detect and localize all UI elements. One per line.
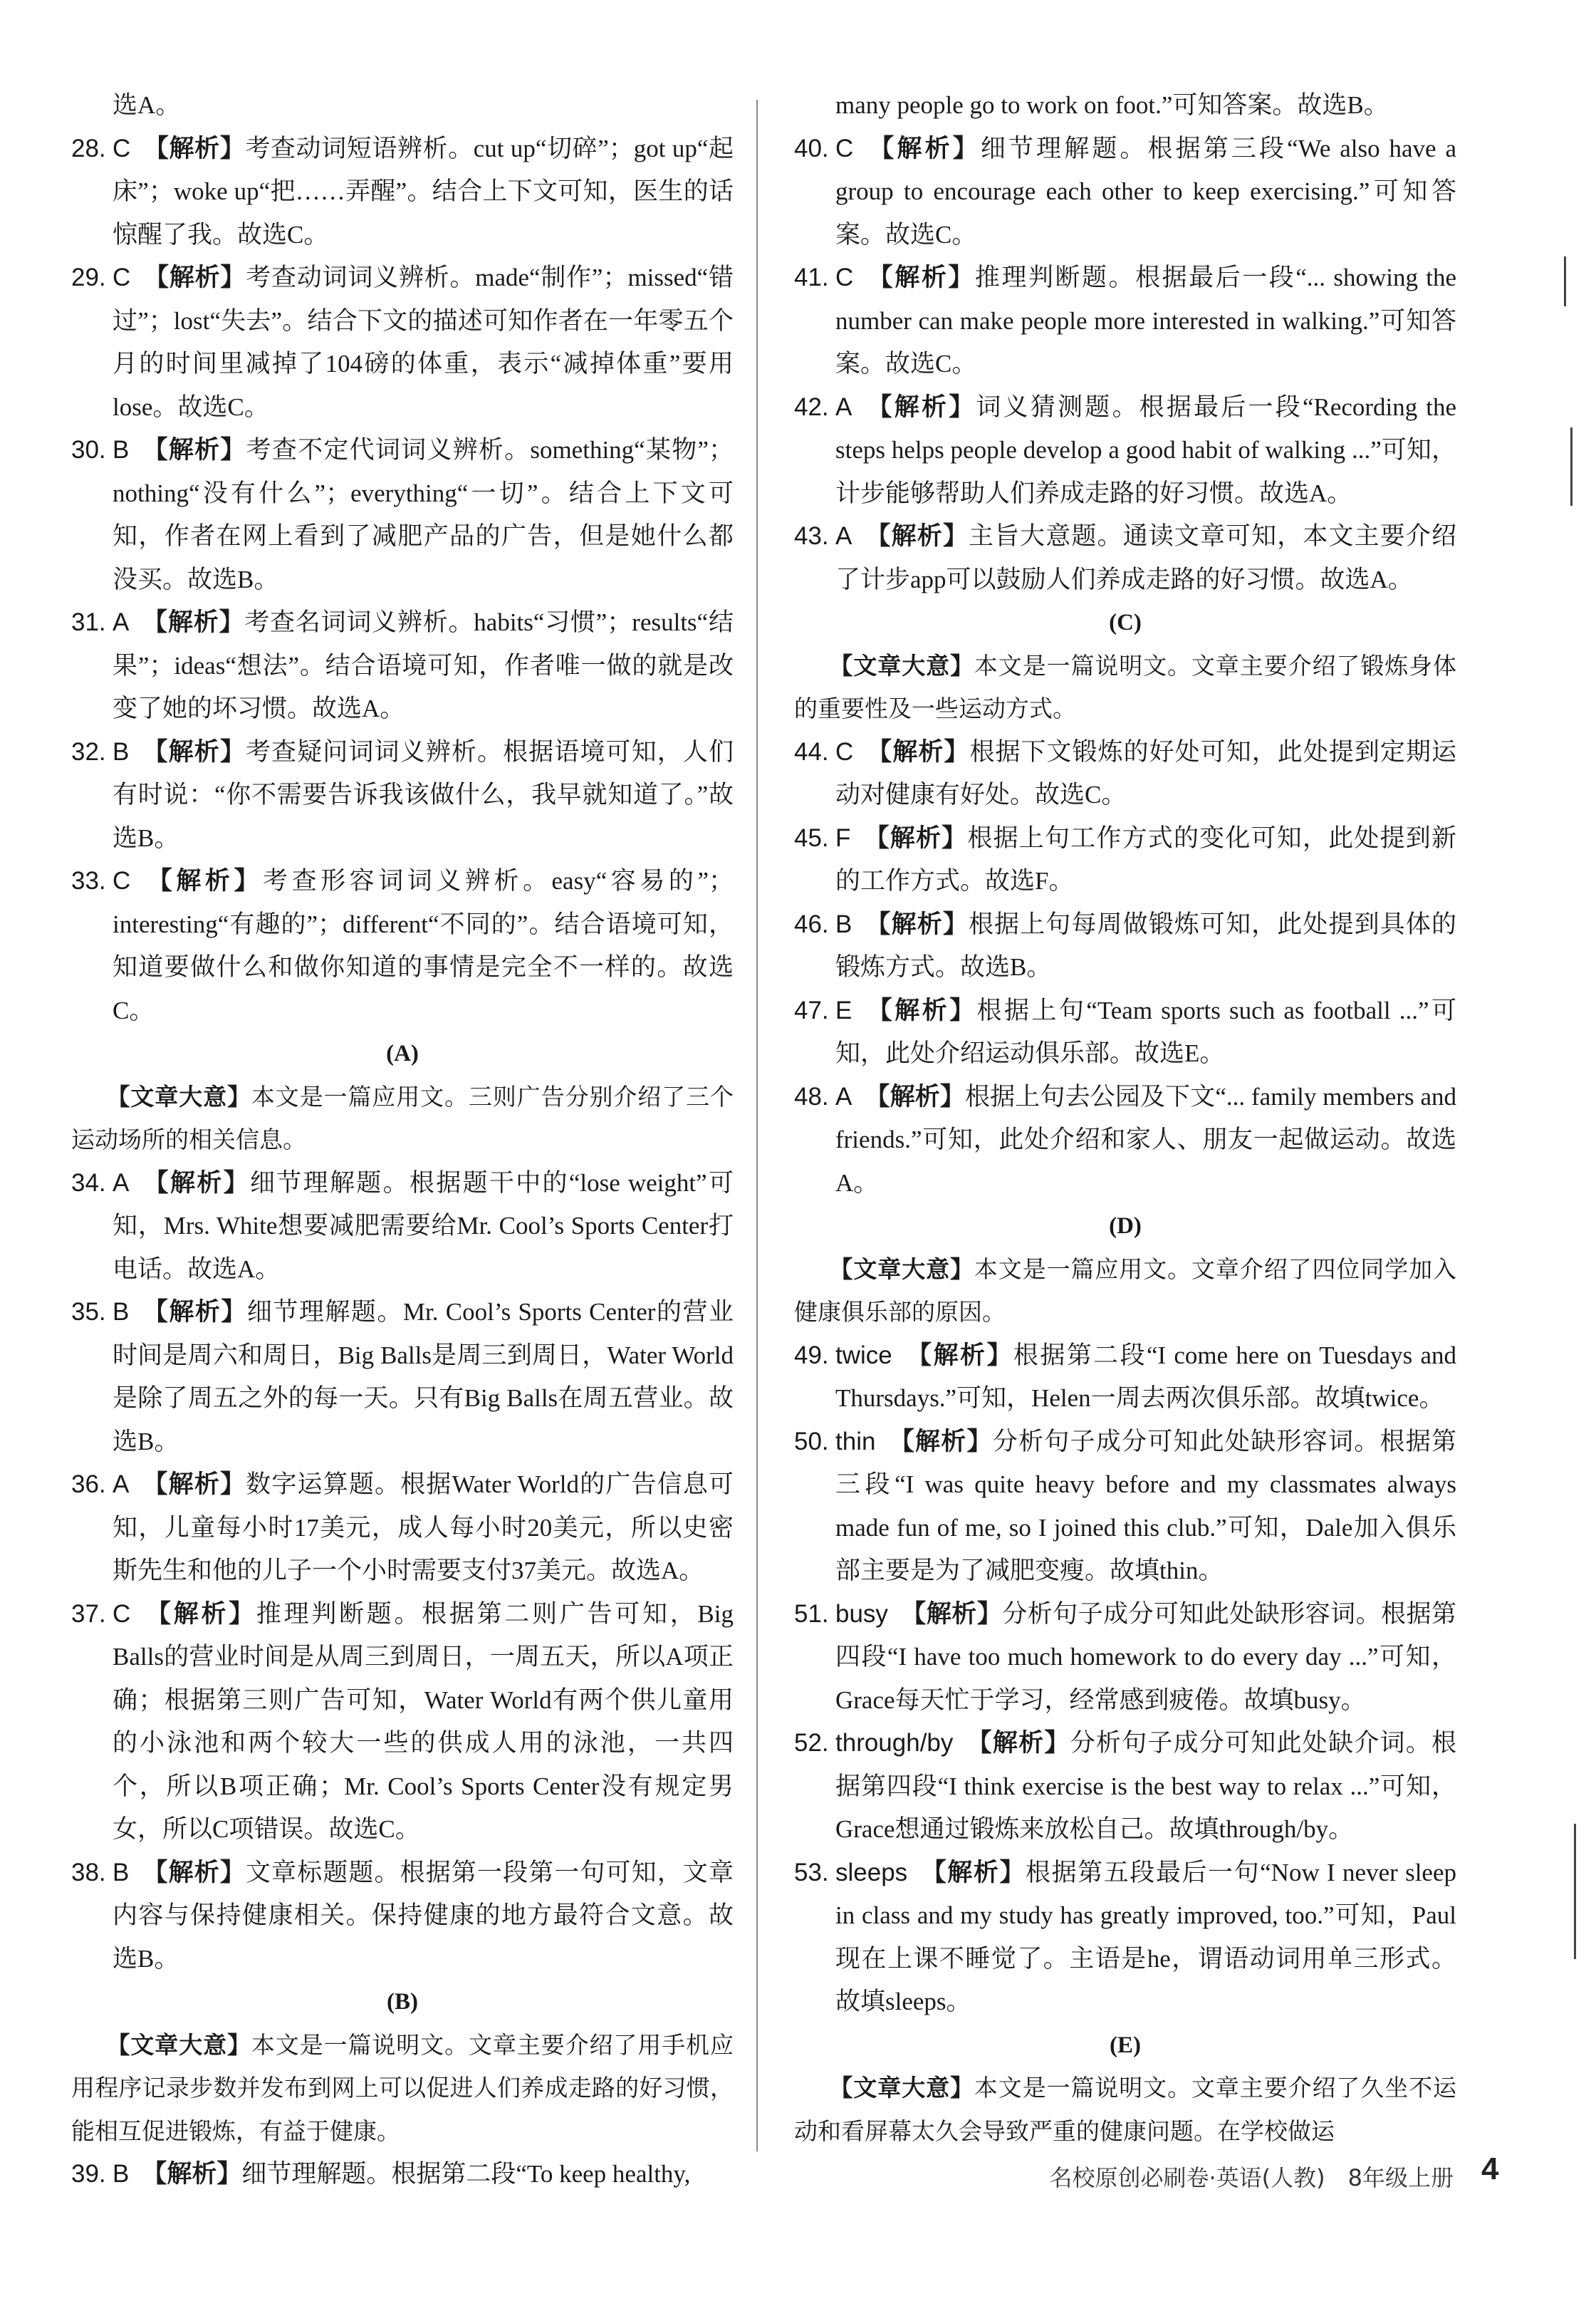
answer-choice: B <box>113 1298 130 1326</box>
analysis-tag: 【解析】 <box>904 1341 1013 1370</box>
question-number: 46. <box>794 910 829 938</box>
answer-item <box>794 1593 1456 1723</box>
question-number: 42. <box>794 393 829 421</box>
answer-item <box>71 429 734 601</box>
answer-item <box>794 386 1456 516</box>
answer-choice: C <box>113 867 131 895</box>
answer-item <box>794 1076 1456 1205</box>
answer-choice: thin <box>835 1427 876 1455</box>
analysis-text: 根据上句每周做锻炼可知，此处提到具体的锻炼方式。故选B。 <box>835 910 1456 981</box>
analysis-tag: 【解析】 <box>900 1599 1003 1629</box>
analysis-tag: 【解析】 <box>863 824 968 853</box>
analysis-tag: 【解析】 <box>142 436 246 464</box>
section-heading: (A) <box>386 1041 419 1066</box>
analysis-text: 根据第二段“I come here on Tuesdays and Thursdays.”可知，Helen一周去两次俱乐部。故填twice。 <box>835 1341 1456 1412</box>
analysis-tag: 【解析】 <box>865 393 976 422</box>
analysis-text: 根据第五段最后一句“Now I never sleep in class and my study has greatly improved, too.”可知，Paul现在上课不睡觉了。主语是he，谓语动词用单三形式。故填sleeps。 <box>835 1858 1456 2015</box>
answer-item <box>71 860 734 1032</box>
answer-item <box>794 515 1456 601</box>
answer-item <box>794 903 1456 990</box>
analysis-tag: 【解析】 <box>920 1858 1026 1887</box>
summary-tag: 【文章大意】 <box>829 651 974 680</box>
page-number: 4 <box>1481 2151 1499 2186</box>
answer-item <box>71 731 734 861</box>
article-summary <box>71 1076 734 1162</box>
summary-tag: 【文章大意】 <box>829 2074 974 2102</box>
question-number: 51. <box>794 1599 829 1628</box>
answer-item <box>71 1852 734 1981</box>
question-number: 36. <box>71 1470 106 1498</box>
answer-choice: A <box>835 1082 852 1111</box>
answer-item <box>71 1463 734 1593</box>
right-column <box>794 84 1456 2153</box>
section-heading: (E) <box>1110 2032 1141 2058</box>
analysis-tag: 【解析】 <box>142 1168 250 1198</box>
analysis-text: 推理判断题。根据第二则广告可知，Big Balls的营业时间是从周三到周日，一周五天，所以A项正确；根据第三则广告可知，Water World有两个供儿童用的小泳池和两个较大一些的供成人用的泳池，一共四个，所以B项正确；Mr. Cool’s Sports Center没有规定男女，所以C项错误。故选C。 <box>113 1599 734 1843</box>
answer-choice: through/by <box>835 1729 954 1757</box>
answer-item <box>71 2153 734 2196</box>
analysis-text: 根据上句工作方式的变化可知，此处提到新的工作方式。故选F。 <box>835 824 1456 895</box>
question-number: 30. <box>71 436 106 464</box>
analysis-tag: 【解析】 <box>866 737 970 767</box>
analysis-tag: 【解析】 <box>865 996 977 1025</box>
answer-item <box>71 1291 734 1463</box>
analysis-text: 考查疑问词词义辨析。根据语境可知，人们有时说：“你不需要告诉我该做什么，我早就知道了。”故选B。 <box>113 737 734 852</box>
question-number: 53. <box>794 1858 829 1886</box>
question-number: 35. <box>71 1298 106 1326</box>
question-number: 39. <box>71 2160 106 2188</box>
answer-choice: C <box>113 134 131 162</box>
analysis-text: 考查名词词义辨析。habits“习惯”；results“结果”；ideas“想法”。结合语境可知，作者唯一做的就是改变了她的坏习惯。故选A。 <box>113 608 734 722</box>
answer-choice: A <box>835 393 852 421</box>
answer-item <box>71 1593 734 1852</box>
answer-choice: B <box>113 1858 130 1886</box>
question-number: 45. <box>794 824 829 852</box>
question-number: 34. <box>71 1168 106 1197</box>
column-divider <box>756 100 758 2151</box>
analysis-tag: 【解析】 <box>888 1427 993 1456</box>
analysis-text: 细节理解题。根据第二段“To keep healthy, <box>241 2160 691 2188</box>
analysis-tag: 【解析】 <box>142 1470 246 1499</box>
article-summary <box>794 1248 1456 1334</box>
answer-choice: A <box>113 608 130 636</box>
summary-text: 本文是一篇说明文。文章主要介绍了久坐不运动和看屏幕太久会导致严重的健康问题。在学校做运 <box>794 2074 1457 2145</box>
question-number: 40. <box>794 134 829 162</box>
answer-choice: A <box>835 522 852 550</box>
answer-choice: B <box>113 737 130 766</box>
analysis-text: 考查形容词词义辨析。easy“容易的”；interesting“有趣的”；different“不同的”。结合语境可知，知道要做什么和做你知道的事情是完全不一样的。故选C。 <box>113 867 734 1024</box>
answer-item <box>794 1421 1456 1593</box>
left-column <box>71 84 734 2196</box>
scan-edge-mark <box>1570 427 1572 506</box>
section-heading: (B) <box>387 1989 418 2015</box>
analysis-tag: 【解析】 <box>142 608 245 637</box>
answer-choice: B <box>113 2160 130 2188</box>
scan-edge-mark <box>1574 1824 1576 1959</box>
analysis-tag: 【解析】 <box>142 1858 246 1887</box>
analysis-text: 词义猜测题。根据最后一段“Recording the steps helps people develop a good habit of walking ...”可知，计步能够帮助人们养成走路的好习惯。故选A。 <box>835 393 1456 507</box>
analysis-tag: 【解析】 <box>866 134 981 163</box>
analysis-tag: 【解析】 <box>143 264 246 292</box>
analysis-text: 推理判断题。根据最后一段“... showing the number can make people more interested in walking.”可知答案。故选C。 <box>835 264 1456 378</box>
answer-choice: A <box>113 1168 130 1197</box>
analysis-text: 考查不定代词词义辨析。something“某物”；nothing“没有什么”；everything“一切”。结合上下文可知，作者在网上看到了减肥产品的广告，但是她什么都没买。故选B。 <box>113 436 734 593</box>
question-number: 28. <box>71 134 106 162</box>
analysis-tag: 【解析】 <box>143 134 246 163</box>
analysis-tag: 【解析】 <box>966 1729 1070 1757</box>
section-heading: (D) <box>1109 1213 1142 1239</box>
analysis-text: 文章标题题。根据第一段第一句可知，文章内容与保持健康相关。保持健康的地方最符合文意。故选B。 <box>113 1858 734 1973</box>
analysis-tag: 【解析】 <box>143 867 264 895</box>
answer-item <box>71 128 734 257</box>
answer-choice: sleeps <box>835 1858 908 1886</box>
answer-item <box>794 256 1456 386</box>
answer-choice: B <box>113 436 130 464</box>
question-number: 29. <box>71 264 106 291</box>
answer-choice: B <box>835 910 852 938</box>
answer-choice: busy <box>835 1599 888 1628</box>
summary-text: 本文是一篇应用文。三则广告分别介绍了三个运动场所的相关信息。 <box>71 1082 734 1153</box>
continued-text: 选A。 <box>113 91 181 119</box>
analysis-text: 细节理解题。根据题干中的“lose weight”可知，Mrs. White想要减肥需要给Mr. Cool’s Sports Center打电话。故选A。 <box>113 1168 734 1283</box>
question-number: 47. <box>794 996 829 1024</box>
analysis-tag: 【解析】 <box>142 2160 242 2188</box>
analysis-text: 细节理解题。Mr. Cool’s Sports Center的营业时间是周六和周日，Big Balls是周三到周日，Water World是除了周五之外的每一天。只有Big Balls在周五营业。故选B。 <box>113 1298 734 1455</box>
answer-item <box>71 256 734 429</box>
question-number: 41. <box>794 264 829 291</box>
scan-edge-mark <box>1564 256 1566 306</box>
summary-tag: 【文章大意】 <box>829 1255 974 1283</box>
question-number: 52. <box>794 1729 829 1757</box>
question-number: 44. <box>794 737 829 766</box>
analysis-tag: 【解析】 <box>142 737 246 767</box>
summary-text: 本文是一篇说明文。文章主要介绍了用手机应用程序记录步数并发布到网上可以促进人们养成走路的好习惯，能相互促进锻炼，有益于健康。 <box>71 2030 734 2145</box>
summary-tag: 【文章大意】 <box>106 2030 251 2059</box>
answer-choice: A <box>113 1470 130 1498</box>
footer-book-title: 名校原创必刷卷·英语(人教) 8年级上册 <box>1049 2164 1454 2191</box>
analysis-text: 根据上句“Team sports such as football ...”可知，此处介绍运动俱乐部。故选E。 <box>835 996 1456 1067</box>
article-summary <box>794 645 1456 731</box>
analysis-tag: 【解析】 <box>865 910 969 939</box>
section-heading: (C) <box>1109 610 1142 635</box>
analysis-tag: 【解析】 <box>142 1298 247 1326</box>
analysis-text: 考查动词词义辨析。made“制作”；missed“错过”；lost“失去”。结合下文的描述可知作者在一年零五个月的时间里减掉了104磅的体重，表示“减掉体重”要用lose。故选C。 <box>113 264 734 421</box>
answer-item <box>71 1162 734 1292</box>
analysis-text: 根据上句去公园及下文“... family members and friends.”可知，此处介绍和家人、朋友一起做运动。故选A。 <box>835 1082 1456 1197</box>
analysis-text: 数字运算题。根据Water World的广告信息可知，儿童每小时17美元，成人每小时20美元，所以史密斯先生和他的儿子一个小时需要支付37美元。故选A。 <box>113 1470 734 1584</box>
answer-choice: E <box>835 996 852 1024</box>
answer-item <box>794 1722 1456 1852</box>
article-summary <box>71 2024 734 2154</box>
analysis-tag: 【解析】 <box>143 1599 256 1629</box>
analysis-text: 细节理解题。根据第三段“We also have a group to encourage each other to keep exercising.”可知答案。故选C。 <box>835 134 1456 249</box>
answer-item <box>794 817 1456 903</box>
question-number: 50. <box>794 1427 829 1455</box>
question-number: 33. <box>71 867 106 895</box>
answer-choice: C <box>835 134 854 162</box>
answer-choice: C <box>835 737 854 766</box>
answer-item <box>71 601 734 731</box>
question-number: 38. <box>71 1858 106 1886</box>
answer-item <box>794 1852 1456 2024</box>
answer-item <box>794 1334 1456 1421</box>
analysis-text: 分析句子成分可知此处缺介词。根据第四段“I think exercise is the best way to relax ...”可知，Grace想通过锻炼来放松自己。故填through/by。 <box>835 1729 1456 1843</box>
analysis-tag: 【解析】 <box>866 264 975 292</box>
analysis-text: 分析句子成分可知此处缺形容词。根据第三段“I was quite heavy before and my classmates always made fun of me, so I joined this club.”可知，Dale加入俱乐部主要是为了减肥变瘦。故填thin。 <box>835 1427 1456 1584</box>
question-number: 37. <box>71 1599 106 1628</box>
question-number: 49. <box>794 1341 829 1369</box>
answer-choice: C <box>113 1599 131 1628</box>
question-number: 48. <box>794 1082 829 1111</box>
answer-choice: C <box>113 264 131 291</box>
summary-tag: 【文章大意】 <box>106 1082 251 1111</box>
answer-item <box>794 990 1456 1076</box>
answer-choice: twice <box>835 1341 892 1369</box>
question-number: 32. <box>71 737 106 766</box>
analysis-text: 考查动词短语辨析。cut up“切碎”；got up“起床”；woke up“把……弄醒”。结合上下文可知，医生的话惊醒了我。故选C。 <box>113 134 734 249</box>
analysis-tag: 【解析】 <box>865 522 969 551</box>
question-number: 43. <box>794 522 829 550</box>
answer-choice: F <box>835 824 851 852</box>
answer-item <box>794 128 1456 257</box>
answer-choice: C <box>835 264 854 291</box>
answer-item <box>794 731 1456 817</box>
question-number: 31. <box>71 608 106 636</box>
analysis-text: 分析句子成分可知此处缺形容词。根据第四段“I have too much homework to do every day ...”可知，Grace每天忙于学习，经常感到疲倦。故填busy。 <box>835 1599 1456 1714</box>
summary-text: 本文是一篇说明文。文章主要介绍了锻炼身体的重要性及一些运动方式。 <box>794 651 1457 722</box>
analysis-text: 根据下文锻炼的好处可知，此处提到定期运动对健康有好处。故选C。 <box>835 737 1456 809</box>
continued-text: many people go to work on foot.”可知答案。故选B。 <box>835 91 1389 119</box>
analysis-text: 主旨大意题。通读文章可知，本文主要介绍了计步app可以鼓励人们养成走路的好习惯。故选A。 <box>835 522 1456 593</box>
summary-text: 本文是一篇应用文。文章介绍了四位同学加入健康俱乐部的原因。 <box>794 1255 1457 1326</box>
analysis-tag: 【解析】 <box>865 1082 966 1111</box>
article-summary <box>794 2067 1456 2153</box>
